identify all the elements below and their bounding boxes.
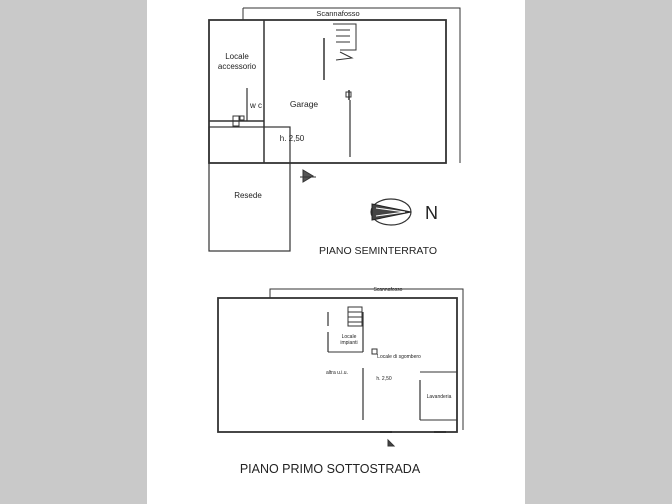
- building-outline: [209, 20, 446, 163]
- label-locale-impianti-2: impianti: [340, 340, 358, 346]
- compass-icon: [371, 199, 411, 225]
- plan-primo-sottostrada: [218, 289, 463, 446]
- stair-arrow-icon: [336, 52, 352, 60]
- title-piano-seminterrato: PIANO SEMINTERRATO: [318, 245, 438, 257]
- label-locale-sgombero: Locale di sgombero: [377, 354, 421, 360]
- resede-area: [209, 127, 290, 251]
- label-locale-accessorio-2: accessorio: [217, 62, 257, 71]
- title-piano-primo-sottostrada: PIANO PRIMO SOTTOSTRADA: [239, 462, 421, 476]
- label-garage: Garage: [289, 99, 319, 109]
- label-scannafosso: Scannafosso: [316, 9, 360, 18]
- label-wc: w c: [250, 101, 262, 110]
- compass-north-label: N: [425, 203, 438, 223]
- label-resede: Resede: [234, 191, 262, 200]
- label-altra-uiu: altra u.i.u.: [326, 370, 348, 376]
- entry-arrow-icon-2: [388, 440, 394, 446]
- label-lavanderia: Lavanderia: [426, 394, 452, 400]
- label-locale-impianti-1: Locale: [341, 334, 357, 340]
- label-height: h. 2,50: [279, 134, 305, 143]
- plan-seminterrato: [209, 8, 460, 251]
- building-outline-2: [218, 298, 457, 432]
- entry-arrow-icon: [303, 170, 313, 182]
- label-height-2: h. 2,50: [376, 376, 392, 382]
- label-locale-accessorio-1: Locale: [225, 52, 249, 61]
- label-scannafosso-2: Scannafosso: [373, 287, 403, 293]
